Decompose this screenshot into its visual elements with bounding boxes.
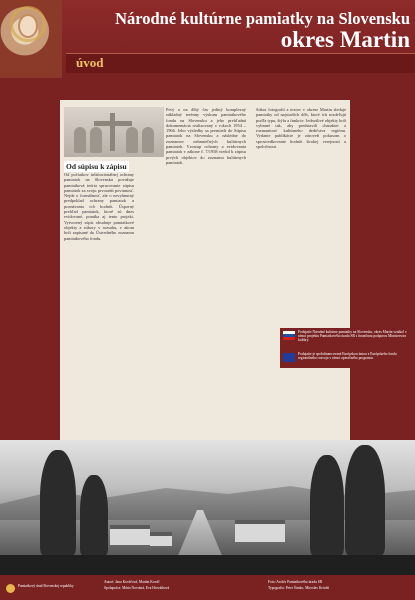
info-line-1: Podujatie Národné kultúrne pamiatky na Slovensku, okres Martin vznikol v rámci projektu Pamiatkového úradu SR s finančnou podporou Ministerstva kultúry.	[298, 330, 407, 343]
section-bar	[66, 53, 415, 73]
info-line-2: Podujatie je spolufinancované Európskou úniou z Európskeho fondu regionálneho rozvoja v rámci operačného programu.	[298, 352, 397, 361]
title-line1: Národné kultúrne pamiatky na Slovensku	[115, 9, 410, 28]
title-line2: okres Martin	[280, 27, 410, 52]
footer-authors: Autori: Jana Kováčová, Marián Kováč	[104, 580, 160, 584]
footer-institution: Pamiatkový úrad Slovenskej republiky	[18, 584, 74, 588]
subheading: Od súpisu k zápisu	[66, 162, 127, 171]
madonna-fresco-image	[0, 0, 62, 78]
section-label: úvod	[76, 55, 104, 70]
footer-cooperation: Spolupráca: Mária Novotná, Eva Horváthová	[104, 586, 170, 590]
footer-typography: Typografia: Peter Šimko, Miroslav Kriváň	[268, 586, 329, 590]
text-column-3: Súbor fotografií a textov v okrese Martin sleduje pamiatky od najstarších dôb, ktoré ich rozdeľujú podľa typu, štýlu a funkcie. Jednotlivé objekty boli vybrané tak, aby predstavili charakter a rozmanitosť kultúrneho dedičstva regiónu. Vydanie publikácie je zároveň pokusom o sprostredkovanie hodnôt širokej verejnosti a spoločnosti.	[256, 107, 346, 150]
text-column-2: Prvý a na dlhý čas jediný komplexný základný terénny výskum pamiatkového fondu na Slovensku a jeho prehľadná dokumentácia realizovaný v rokoch 1954 – 1966. Jeho výsledky sa premietli do Súpisu pamiatok na Slovensku a následne do zoznamov nehnuteľných kultúrnych pamiatok. Vzostup ochrany a evidovania pamiatok v zákone č. 7/1958 viedol k zápisu prvých objektov do zoznamu kultúrnych pamiatok.	[166, 107, 246, 165]
panorama-photo	[0, 440, 415, 575]
institution-logo-icon	[6, 584, 15, 593]
footer-photo-credit: Foto: Archív Pamiatkového úradu SR	[268, 580, 323, 584]
eu-flag-icon	[283, 353, 295, 362]
slovak-flag-icon	[283, 331, 295, 340]
text-column-1: Od počiatkov inštitucionálnej ochrany pamiatok na Slovensku považuje pamiatková teória spracovanie súpisu pamiatok za svoju prvoradú povinnosť. Nejde o formálnosť, ale o nevyhnutný predpoklad ochrany pamiatok a poznávania ich hodnôt. Úsporný prehľad pamiatok, ktoré sú dnes evidované, ponúka aj tento projekt. Vytvorený súpis obsahuje pamiatkové objekty a súbory v rozsahu, v akom boli zapísané do Ústredného zoznamu pamiatkového fondu.	[64, 172, 134, 241]
relief-sculpture-image	[64, 107, 164, 157]
